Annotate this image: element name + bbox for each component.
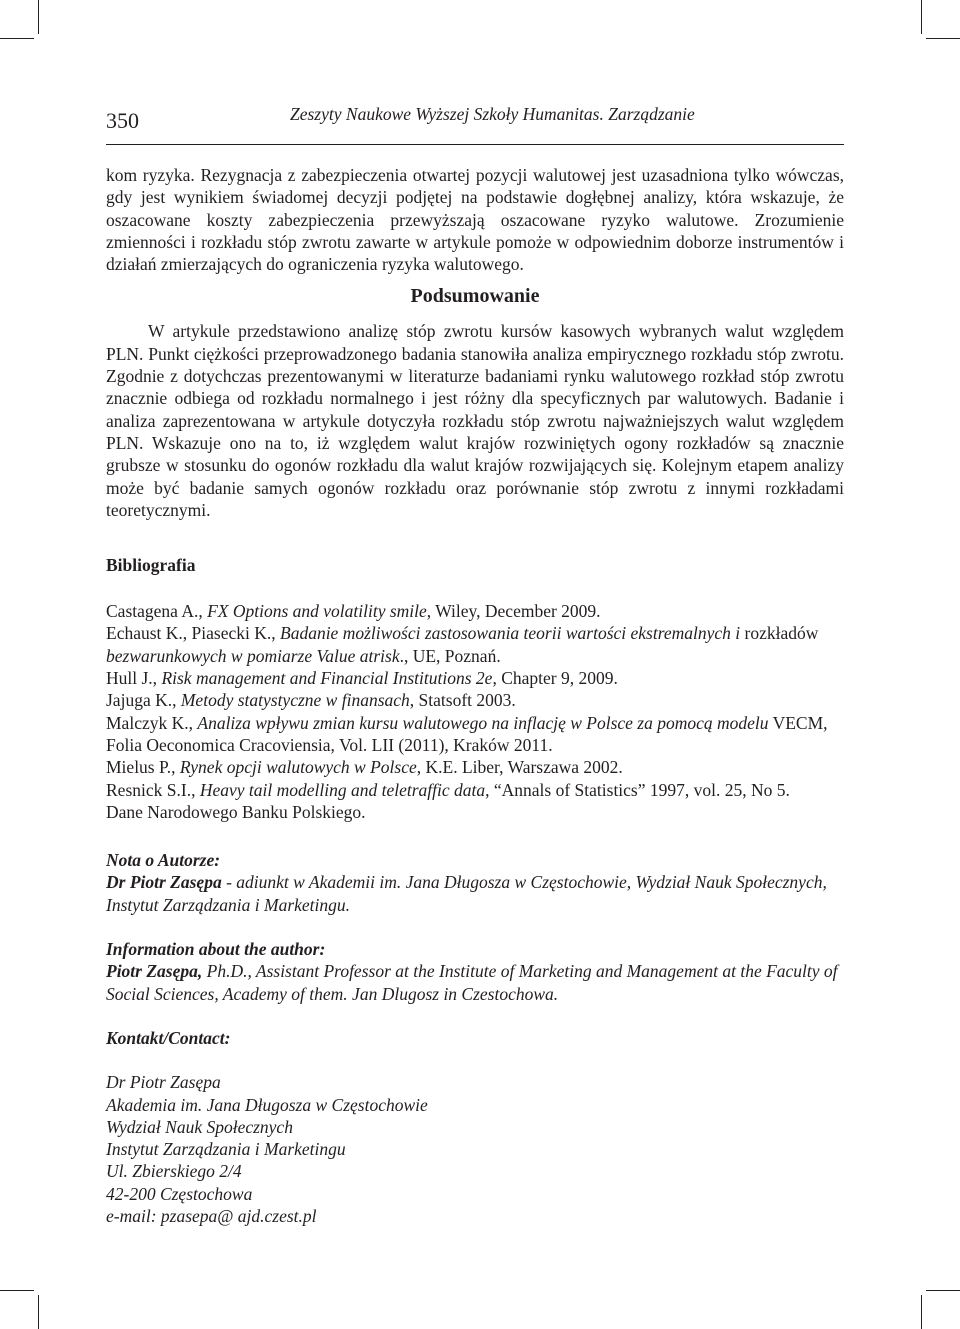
contact-line: Dr Piotr Zasępa: [106, 1072, 221, 1093]
bibliography-item: Echaust K., Piasecki K., Badanie możliwości zastosowania teorii wartości ekstremalnych i rozkładów bezwarunkowych w pomiarze Value atrisk., UE, Poznań.: [106, 623, 819, 666]
page-number: 350: [106, 108, 139, 133]
crop-mark: [921, 0, 922, 34]
contact-label: Kontakt/Contact:: [106, 1027, 231, 1048]
crop-mark: [0, 1290, 34, 1291]
author-note-pl: [106, 849, 844, 916]
summary-paragraph: W artykule przedstawiono analizę stóp zwrotu kursów kasowych wybranych walut względem PLN. Punkt ciężkości przeprowadzonego badania stanowiła analiza empirycznego rozkładu stóp zwrotu. Zgodnie z dotychczas prezentowanymi w literaturze badaniami rynku walutowego rozkład stóp zwrotu znacznie odbiega od rozkładu normalnego i jest różny dla specyficznych par walutowych. Badanie i analiza zaprezentowana w artykule dotyczyła rozkładu stóp zwrotu najważniejszych walut względem PLN. Wskazuje ono na to, iż względem walut krajów rozwiniętych ogony rozkładów są znacznie grubsze w stosunku do ogonów rozkładu dla walut krajów rozwijających się. Kolejnym etapem analizy może być badanie samych ogonów rozkładu oraz porównanie stóp zwrotu z innymi rozkładami teoretycznymi.: [106, 321, 844, 520]
contact-line: 42-200 Częstochowa: [106, 1183, 253, 1204]
intro-paragraph: kom ryzyka. Rezygnacja z zabezpieczenia otwartej pozycji walutowej jest uzasadniona tylko wówczas, gdy jest wynikiem świadomej decyzji podjętej na podstawie dogłębnej analizy, która wskazuje, że oszacowane koszty zabezpieczenia przewyższają oszacowane ryzyko walutowe. Zrozumienie zmienności i rozkładu stóp zwrotu zawarte w artykule pomoże w odpowiednim doborze instrumentów i działań zmierzających do ograniczenia ryzyka walutowego.: [106, 165, 844, 275]
bibliography-item: Jajuga K., Metody statystyczne w finansach, Statsoft 2003.: [106, 690, 516, 711]
author-note-pl-text: Dr Piotr Zasępa - adiunkt w Akademii im. Jana Długosza w Częstochowie, Wydział Nauk Społecznych, Instytut Zarządzania i Marketingu.: [106, 872, 827, 915]
crop-mark: [38, 0, 39, 34]
crop-mark: [926, 1290, 960, 1291]
bibliography-heading: Bibliografia: [106, 555, 196, 576]
contact-line: Ul. Zbierskiego 2/4: [106, 1161, 242, 1182]
running-header: Zeszyty Naukowe Wyższej Szkoły Humanitas. Zarządzanie: [290, 104, 695, 124]
page-content: [106, 164, 844, 1227]
bibliography-item: Resnick S.I., Heavy tail modelling and teletraffic data, “Annals of Statistics” 1997, vol. 25, No 5.: [106, 779, 790, 800]
crop-mark: [926, 38, 960, 39]
bibliography-list: [106, 600, 844, 823]
contact-line: Instytut Zarządzania i Marketingu: [106, 1139, 346, 1160]
crop-mark: [0, 38, 34, 39]
contact-block: [106, 1027, 844, 1227]
author-note-pl-label: Nota o Autorze:: [106, 850, 221, 871]
author-note-en: [106, 938, 844, 1005]
summary-heading: Podsumowanie: [410, 285, 540, 308]
header-rule: [106, 144, 844, 145]
author-note-en-label: Information about the author:: [106, 939, 326, 960]
bibliography-item: Castagena A., FX Options and volatility smile, Wiley, December 2009.: [106, 601, 601, 622]
contact-line: Wydział Nauk Społecznych: [106, 1116, 293, 1137]
contact-email[interactable]: e-mail: pzasepa@ ajd.czest.pl: [106, 1205, 317, 1226]
contact-line: Akademia im. Jana Długosza w Częstochowie: [106, 1094, 428, 1115]
bibliography-item: Hull J., Risk management and Financial Institutions 2e, Chapter 9, 2009.: [106, 668, 618, 689]
bibliography-item: Mielus P., Rynek opcji walutowych w Polsce, K.E. Liber, Warszawa 2002.: [106, 757, 623, 778]
crop-mark: [38, 1295, 39, 1329]
author-note-en-text: Piotr Zasępa, Ph.D., Assistant Professor at the Institute of Marketing and Management at the Faculty of Social Sciences, Academy of them. Jan Dlugosz in Czestochowa.: [106, 961, 838, 1004]
bibliography-item: Malczyk K., Analiza wpływu zmian kursu walutowego na inflację w Polsce za pomocą modelu VECM, Folia Oeconomica Cracoviensia, Vol. LII (2011), Kraków 2011.: [106, 712, 828, 755]
bibliography-item: Dane Narodowego Banku Polskiego.: [106, 801, 366, 822]
crop-mark: [921, 1295, 922, 1329]
